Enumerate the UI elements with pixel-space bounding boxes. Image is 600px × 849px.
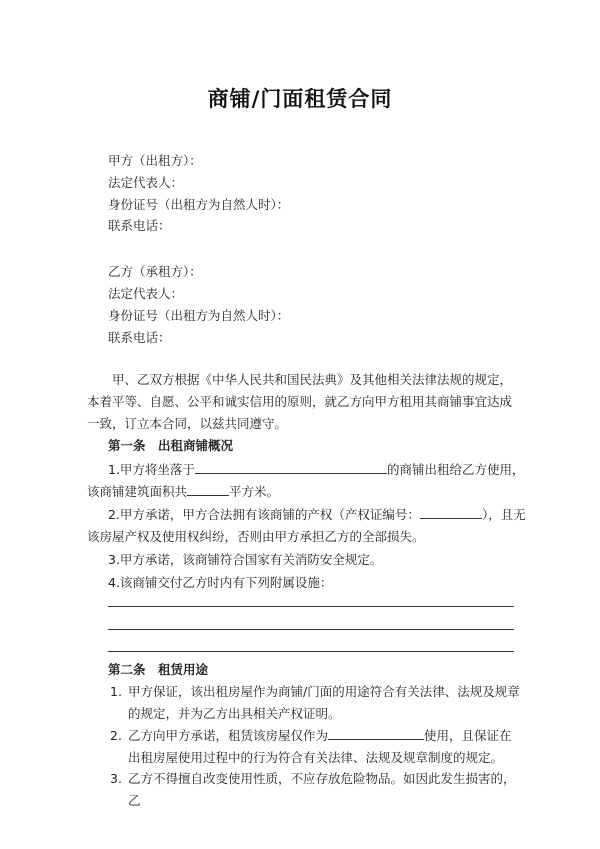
article1-item1-text-c: 该商铺建筑面积共: [87, 484, 188, 499]
article2-item2-number: 2.: [110, 728, 122, 743]
article1-item2-text-a: 2.甲方承诺，甲方合法拥有该商铺的产权（产权证编号：: [108, 507, 420, 522]
lessor-legal-rep-label: 法定代表人：: [108, 175, 184, 190]
article1-item4: 4.该商铺交付乙方时内有下列附属设施：: [108, 575, 333, 590]
lessor-phone-label: 联系电话：: [108, 218, 171, 233]
lessor-party-label: 甲方（出租方）：: [108, 153, 202, 168]
facilities-blank-line-2: [108, 629, 514, 630]
article1-item2-text-b: ），且无: [481, 507, 526, 522]
usage-blank: [328, 727, 424, 740]
lessor-id-label: 身份证号（出租方为自然人时）：: [108, 197, 290, 212]
article1-item1-text-b: 的商铺出租给乙方使用，: [386, 462, 525, 477]
preamble-paragraph: 甲、乙双方根据《中华人民共和国民法典》及其他相关法律法规的规定，本着平等、自愿、公平和诚实信用的原则，就乙方向甲方租用其商铺事宜达成一致，订立本合同，以兹共同遵守。: [87, 372, 513, 431]
title-cert-blank: [420, 506, 482, 519]
article2-item2-text-b: 使用，且保证在出租房屋使用过程中的行为符合有关法律、法规及规章制度的规定。: [128, 728, 512, 765]
facilities-blank-line-1: [108, 606, 514, 607]
article2-item3-text: 乙方不得擅自改变使用性质，不应存放危险物品。如因此发生损害的，乙: [128, 771, 516, 808]
lessee-party-label: 乙方（承租方）：: [108, 264, 202, 279]
article1-item2-line2: 该房屋产权及使用权纠纷，否则由甲方承担乙方的全部损失。: [87, 529, 425, 544]
article2-item1-text: 甲方保证，该出租房屋作为商铺/门面的用途符合有关法律、法规及规章的规定，并为乙方出具相关产权证明。: [128, 684, 520, 721]
article1-item3: 3.甲方承诺，该商铺符合国家有关消防安全规定。: [108, 552, 383, 567]
facilities-blank-line-3: [108, 651, 514, 652]
article1-item2-line1: [108, 505, 526, 523]
article2-item2: [110, 725, 520, 769]
article1-heading: 第一条 出租商铺概况: [108, 438, 234, 453]
article2-item1: [110, 681, 520, 725]
article2-item1-number: 1.: [110, 684, 122, 699]
lessee-legal-rep-label: 法定代表人：: [108, 286, 184, 301]
lessee-id-label: 身份证号（出租方为自然人时）：: [108, 308, 290, 323]
article2-item3-number: 3.: [110, 771, 122, 786]
article2-item3: [110, 768, 520, 812]
lessee-phone-label: 联系电话：: [108, 330, 171, 345]
article2-item2-text-a: 乙方向甲方承诺，租赁该房屋仅作为: [128, 728, 329, 743]
article1-item1-line2: [87, 482, 279, 500]
article2-heading: 第二条 租赁用途: [108, 662, 209, 677]
contract-title: 商铺/门面租赁合同: [207, 87, 393, 111]
area-blank: [187, 483, 229, 496]
article1-item1-line1: [108, 460, 524, 478]
article1-item1-text-d: 平方米。: [229, 484, 280, 499]
article2-item2-text: [110, 725, 520, 769]
location-blank: [195, 461, 387, 474]
article1-item1-text-a: 1.甲方将坐落于: [108, 462, 195, 477]
